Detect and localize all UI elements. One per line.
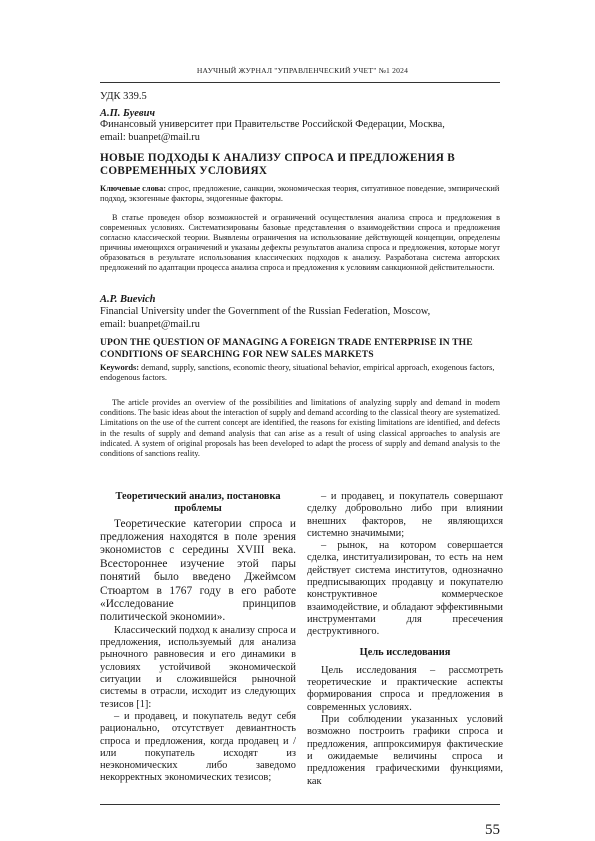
- keywords-ru: [100, 184, 500, 205]
- article-title-en: UPON THE QUESTION OF MANAGING A FOREIGN TRADE ENTERPRISE IN THE CONDITIONS OF SEARCHING FOR NEW SALES MARKETS: [100, 337, 473, 360]
- article-title-ru: НОВЫЕ ПОДХОДЫ К АНАЛИЗУ СПРОСА И ПРЕДЛОЖЕНИЯ В СОВРЕМЕННЫХ УСЛОВИЯХ: [100, 152, 456, 177]
- body-paragraph: Цель исследования – рассмотреть теоретические и практические аспекты формирования спроса и предложения в современных условиях.: [307, 664, 503, 713]
- keywords-text-ru: спрос, предложение, санкции, экономическая теория, ситуативное поведение, эмпирический подход, экзогенные факторы, эндогенные факторы.: [100, 184, 500, 204]
- body-column-right: [307, 491, 503, 788]
- keywords-label-ru: Ключевые слова:: [100, 184, 167, 193]
- body-paragraph: Классический подход к анализу спроса и предложения, используемый для анализа рыночного равновесия и его динамики в условиях устойчивой экономической ситуации и сложившейся рыночной системы в отрасли, исходит из следующих тезисов [1]:: [100, 624, 296, 710]
- journal-header: НАУЧНЫЙ ЖУРНАЛ "УПРАВЛЕНЧЕСКИЙ УЧЕТ" №1 2024: [196, 66, 409, 75]
- email-en: email: buanpet@mail.ru: [100, 318, 200, 330]
- author-name-en: A.P. Buevich: [100, 294, 156, 305]
- body-paragraph: Теоретические категории спроса и предложения находятся в поле зрения экономистов с середины XVIII века. Всестороннее изучение этой пары понятий было введено Джеймсом Стюартом в 1767 году в его работе «Исследование принципов политической экономии».: [100, 517, 296, 624]
- section-heading-theory: Теоретический анализ, постановка проблемы: [115, 491, 281, 515]
- abstract-en: The article provides an overview of the possibilities and limitations of analyzing supply and demand in modern conditions. The basic ideas about the interaction of supply and demand according to the classical theory are systematized. Limitations on the use of the current concept are identified, the reasons for existing limitations are identified, and defects in the results of supply and demand analysis that can arise as a result of using classical approaches to analysis are indicated. A system of original proposals has been developed to adapt the process of supply and demand analysis to the conditions of sanctions reality.: [100, 398, 500, 459]
- body-paragraph: – и продавец, и покупатель совершают сделку добровольно либо при влиянии внешних факторов, не являющихся системно значимыми;: [307, 491, 503, 539]
- section-heading-goal: Цель исследования: [359, 646, 451, 658]
- abstract-ru: В статье проведен обзор возможностей и ограничений осуществления анализа спроса и предложения в современных условиях. Систематизированы базовые представления о взаимодействии спроса и предложения согласно классической теории. Выявлены ограничения на использование действующей концепции, определены причины имеющихся ограничений и указаны дефекты результатов анализа спроса и предложения, которые могут образоваться в результате использования классических подходов к анализу. Разработана система авторских предложений по адаптации процесса анализа спроса и предложения к условиям санкционной действительности.: [100, 213, 500, 272]
- body-paragraph: При соблюдении указанных условий возможно построить графики спроса и предложения, аппроксимируя фактические и ожидаемые величины спроса и предложения графическими функциями, как: [307, 714, 503, 787]
- affiliation-ru: [100, 119, 500, 144]
- keywords-text-en: demand, supply, sanctions, economic theory, situational behavior, empirical approach, exogenous factors, endogenous factors.: [100, 363, 495, 383]
- body-paragraph: – рынок, на котором совершается сделка, институализирован, то есть на нем действует система институтов, однозначно предписывающих продавцу и покупателю конструктивное коммерческое взаимодействие, и обладают эффективными инструментами для пресечения деструктивного.: [307, 540, 503, 638]
- footer-divider: [100, 804, 500, 805]
- author-name-ru: А.П. Буевич: [100, 108, 155, 119]
- affiliation-text-ru: Финансовый университет при Правительстве Российской Федерации, Москва,: [100, 119, 445, 130]
- affiliation-en: [100, 306, 500, 331]
- page-number: 55: [485, 822, 500, 838]
- udk-code: УДК 339.5: [100, 91, 147, 102]
- affiliation-text-en: Financial University under the Government of the Russian Federation, Moscow,: [100, 306, 431, 317]
- keywords-en: [100, 363, 500, 384]
- email-ru: email: buanpet@mail.ru: [100, 131, 200, 143]
- keywords-label-en: Keywords:: [100, 363, 140, 372]
- header-divider: [100, 82, 500, 83]
- body-column-left: [100, 491, 296, 785]
- body-paragraph: – и продавец, и покупатель ведут себя рационально, отсутствует девиантность спроса и предложения, когда продавец и / или покупатель исходят из неэкономических либо заведомо некорректных экономических тезисов;: [100, 710, 296, 784]
